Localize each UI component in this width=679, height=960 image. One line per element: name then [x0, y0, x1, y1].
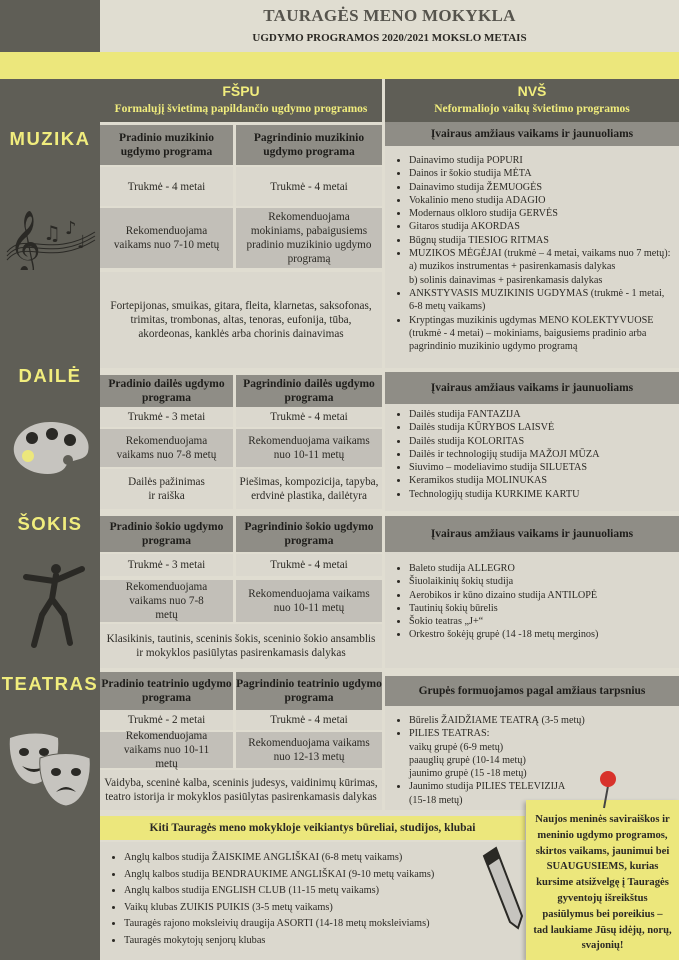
teatras-nvs-list [385, 714, 679, 807]
list-item: • Anglų kalbos studija ENGLISH CLUB (11-15 metų vaikams) [124, 883, 525, 900]
sokis-pagrindinis-duration: Trukmė - 4 metai [236, 554, 382, 576]
muzika-pradinis-name: Pradinio muzikinio ugdymo programa [100, 125, 233, 165]
sokis-pradinis-recommend: Rekomenduojama vaikams nuo 7-8 metų [100, 580, 233, 622]
list-item: • Gitaros studija AKORDAS [409, 220, 679, 233]
category-daile: DAILĖ [18, 365, 82, 386]
list-item: • Keramikos studija MOLINUKAS [409, 474, 679, 487]
daile-pagrindinis-duration: Trukmė - 4 metai [236, 407, 382, 427]
sokis-subjects: Klasikinis, tautinis, sceninis šokis, sceninio šokio ansamblis ir mokyklos pasiūlytas pasirenkamasis dalykas [100, 624, 382, 668]
list-item: • Būrelis ŽAIDŽIAME TEATRĄ (3-5 metų) [409, 714, 679, 727]
others-panel [100, 842, 525, 960]
theatre-masks-icon [6, 732, 94, 812]
muzika-subjects: Fortepijonas, smuikas, gitara, fleita, klarnetas, saksofonas, trimitas, trombonas, altas, tenoras, eufonija, tūba, akordeonas, kanklės arba chorinis dainavimas [100, 272, 382, 368]
nvs-header [385, 79, 679, 122]
daile-nvs-list [385, 408, 679, 501]
teatras-pagrindinis-duration: Trukmė - 4 metai [236, 710, 382, 730]
svg-text:𝄞: 𝄞 [9, 210, 41, 270]
pencil-icon [478, 846, 526, 932]
list-item: • Dainavimo studija POPURI [409, 154, 679, 167]
sokis-pradinis-name: Pradinio šokio ugdymo programa [100, 516, 233, 552]
sidebar-band [0, 52, 100, 79]
category-teatras: TEATRAS [1, 673, 99, 694]
muzika-nvs-list [385, 154, 679, 353]
muzika-pagrindinis-name: Pagrindinio muzikinio ugdymo programa [236, 125, 382, 165]
category-sokis: ŠOKIS [17, 513, 83, 534]
list-item: • Dailės studija FANTAZIJA [409, 408, 679, 421]
list-item: • PILIES TEATRAS: vaikų grupė (6-9 metų) paauglių grupė (10-14 metų) jaunimo grupė (15 -18 metų) [409, 727, 679, 780]
palette-icon [8, 418, 93, 478]
list-item: • MUZIKOS MĖGĖJAI (trukmė – 4 metai, vaikams nuo 7 metų): a) muzikos instrumentas + pasirenkamasis dalykas b) solinis dainavimas + pasirenkamasis dalykas [409, 247, 679, 287]
list-item: • Siuvimo – modeliavimo studija SILUETAS [409, 461, 679, 474]
header [100, 0, 679, 52]
sokis-nvs-list [385, 562, 679, 642]
muzika-pradinis-duration: Trukmė - 4 metai [100, 167, 233, 206]
list-item: • Dailės ir technologijų studija MAŽOJI MŪZA [409, 448, 679, 461]
fspu-code: FŠPU [222, 83, 260, 99]
list-item: • Šokio teatras „J+“ [409, 615, 679, 628]
teatras-pagrindinis-recommend: Rekomenduojama vaikams nuo 12-13 metų [236, 732, 382, 768]
list-item: • Tauragės rajono moksleivių draugija ASORTI (14-18 metų moksleiviams) [124, 916, 525, 933]
list-item: • Tauragės mokytojų senjorų klubas [124, 933, 525, 950]
page-subtitle: UGDYMO PROGRAMOS 2020/2021 MOKSLO METAIS [252, 32, 527, 44]
muzika-pradinis-recommend: Rekomenduojama vaikams nuo 7-10 metų [100, 208, 233, 268]
list-item: • Dailės studija KOLORITAS [409, 435, 679, 448]
sokis-pagrindinis-recommend: Rekomenduojama vaikams nuo 10-11 metų [236, 580, 382, 622]
list-item: • Vokalinio meno studija ADAGIO [409, 194, 679, 207]
muzika-nvs-panel [385, 146, 679, 368]
list-item: • Baleto studija ALLEGRO [409, 562, 679, 575]
page-title: TAURAGĖS MENO MOKYKLA [263, 6, 516, 25]
fspu-desc: Formalųjį švietimą papildančio ugdymo programos [114, 103, 368, 115]
muzika-nvs-header: Įvairaus amžiaus vaikams ir jaunuoliams [385, 122, 679, 146]
note-text: Naujos meninės saviraiškos ir meninio ugdymo programos, skirtos vaikams, jaunimui bei SUAUGUSIEMS, kurias kursime atsižvelgę į Tauragės gyventojų išreikštus pasiūlymus bei poreikius – tad laukiame Jūsų idėjų, norų, svajonių! [533, 814, 672, 952]
teatras-nvs-panel [385, 706, 679, 810]
list-item: • Vaikų klubas ZUIKIS PUIKIS (3-5 metų vaikams) [124, 900, 525, 917]
daile-nvs-header: Įvairaus amžiaus vaikams ir jaunuoliams [385, 372, 679, 404]
nvs-code: NVŠ [517, 83, 547, 99]
list-item: • Kryptingas muzikinis ugdymas MENO KOLEKTYVUOSE (trukmė - 4 metai) – mokiniams, baigusiems pradinio arba pagrindinio muzikinio ugdymo programą [409, 314, 679, 354]
sokis-pradinis-duration: Trukmė - 3 metai [100, 554, 233, 576]
nvs-desc: Neformaliojo vaikų švietimo programos [434, 103, 630, 115]
list-item: • Anglų kalbos studija BENDRAUKIME ANGLIŠKAI (9-10 metų vaikams) [124, 867, 525, 884]
list-item: • Dailės studija KŪRYBOS LAISVĖ [409, 421, 679, 434]
teatras-pradinis-duration: Trukmė - 2 metai [100, 710, 233, 730]
list-item: • Šiuolaikinių šokių studija [409, 575, 679, 588]
teatras-pradinis-recommend: Rekomenduojama vaikams nuo 10-11 metų [100, 732, 233, 768]
list-item: • ANKSTYVASIS MUZIKINIS UGDYMAS (trukmė - 1 metai, 6-8 metų vaikams) [409, 287, 679, 314]
daile-pradinis-subjects: Dailės pažinimas ir raiška [100, 469, 233, 509]
daile-pagrindinis-name: Pagrindinio dailės ugdymo programa [236, 375, 382, 407]
category-muzika: MUZIKA [9, 128, 91, 149]
daile-pradinis-recommend: Rekomenduojama vaikams nuo 7-8 metų [100, 429, 233, 467]
daile-pagrindinis-recommend: Rekomenduojama vaikams nuo 10-11 metų [236, 429, 382, 467]
muzika-pagrindinis-recommend: Rekomenduojama mokiniams, pabaigusiems pradinio muzikinio ugdymo programą [236, 208, 382, 268]
teatras-nvs-header: Grupės formuojamos pagal amžiaus tarpsnius [385, 676, 679, 706]
sokis-nvs-panel [385, 552, 679, 668]
teatras-pradinis-name: Pradinio teatrinio ugdymo programa [100, 672, 233, 710]
sokis-nvs-header: Įvairaus amžiaus vaikams ir jaunuoliams [385, 516, 679, 552]
fspu-header [100, 79, 382, 122]
list-item: • Technologijų studija KURKIME KARTU [409, 488, 679, 501]
list-item: • Modernaus olkloro studija GERVĖS [409, 207, 679, 220]
music-notes-icon [5, 190, 97, 270]
list-item: • Orkestro šokėjų grupė (14 -18 metų merginos) [409, 628, 679, 641]
list-item: • Dainos ir šokio studija MĖTA [409, 167, 679, 180]
list-item: • Dainavimo studija ŽEMUOGĖS [409, 181, 679, 194]
muzika-pagrindinis-duration: Trukmė - 4 metai [236, 167, 382, 206]
list-item: • Būgnų studija TIESIOG RITMAS [409, 234, 679, 247]
list-item: • Aerobikos ir kūno dizaino studija ANTILOPĖ [409, 589, 679, 602]
daile-pradinis-name: Pradinio dailės ugdymo programa [100, 375, 233, 407]
svg-text:♪: ♪ [65, 218, 77, 239]
sokis-pagrindinis-name: Pagrindinio šokio ugdymo programa [236, 516, 382, 552]
header-band [100, 52, 679, 79]
svg-text:♫: ♫ [43, 221, 61, 245]
list-item: • Jaunimo studija PILIES TELEVIZIJA (15-18 metų) [409, 780, 679, 807]
teatras-subjects: Vaidyba, sceninė kalba, sceninis judesys, vaidinimų kūrimas, teatro istorija ir mokyklos pasiūlytas pasirenkamasis dalykas [100, 770, 382, 810]
dancer-icon [12, 555, 92, 650]
daile-pradinis-duration: Trukmė - 3 metai [100, 407, 233, 427]
others-list [100, 850, 525, 949]
teatras-pagrindinis-name: Pagrindinio teatrinio ugdymo programa [236, 672, 382, 710]
others-title: Kiti Tauragės meno mokykloje veikiantys būreliai, studijos, klubai [100, 816, 525, 840]
daile-pagrindinis-subjects: Piešimas, kompozicija, tapyba, erdvinė plastika, dailėtyra [236, 469, 382, 509]
daile-nvs-panel [385, 404, 679, 511]
svg-text:♩: ♩ [77, 232, 86, 253]
pin-icon [598, 770, 618, 810]
list-item: • Tautinių šokių būrelis [409, 602, 679, 615]
list-item: • Anglų kalbos studija ŽAISKIME ANGLIŠKAI (6-8 metų vaikams) [124, 850, 525, 867]
sticky-note [526, 800, 679, 960]
